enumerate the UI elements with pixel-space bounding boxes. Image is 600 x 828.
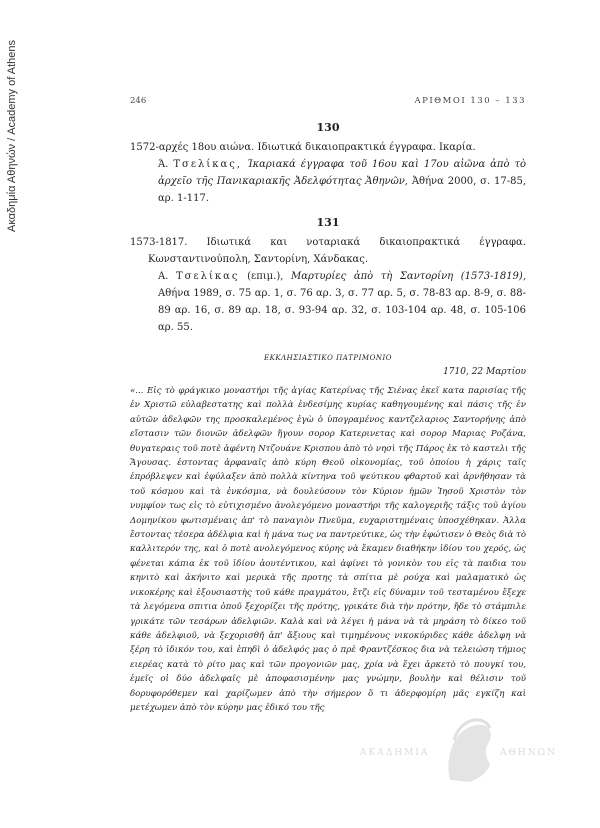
entry-number-130: 130 <box>316 121 340 134</box>
entry-130-heading: 1572-αρχές 18ου αιώνα. Ιδιωτικά δικαιοπρακτικά έγγραφα. Ικαρία. <box>130 142 476 153</box>
ref-title: Ίκαριακά έγγραφα τοῦ 16ου καὶ 17ου αἰῶνα ἀπὸ τὸ ἀρχεῖο τῆς Πανικαριακῆς Ἀδελφότητας Ἀθηνῶν, <box>158 159 526 187</box>
ref-initial: Α. <box>158 271 169 282</box>
entry-number-131: 131 <box>316 216 340 229</box>
page-number: 246 <box>130 96 147 106</box>
entry-131-heading: 1573-1817. Ιδιωτικά και νοταριακά δικαιοπρακτικά έγγραφα. Κωνσταντινούπολη, Σαντορίνη, Χάνδακας. <box>130 237 526 265</box>
ref-editor-note: (επιμ.), <box>247 271 284 282</box>
entry-130-reference <box>130 156 526 207</box>
ref-author: Τσελίκας <box>175 271 240 282</box>
watermark-left-text: ΑΚΑΔΗΜΙΑ <box>360 748 430 758</box>
side-label-text: Ακαδημία Αθηνών / Academy of Athens <box>6 40 18 233</box>
ref-title: Μαρτυρίες ἀπὸ τὴ Σαντορίνη (1573-1819), <box>291 271 527 282</box>
ref-details: Ἀθήνα 2000, σ. 17-85, αρ. 1-117. <box>158 176 526 204</box>
academy-watermark <box>360 706 560 796</box>
document-transcription <box>130 384 526 715</box>
section-label: ΕΚΚΛΗΣΙΑΣΤΙΚΟ ΠΑΤΡΙΜΟΝΙΟ <box>264 354 392 362</box>
side-label <box>2 40 22 340</box>
ref-initial: Ά. <box>158 159 169 170</box>
running-title: ΑΡΙΘΜΟΙ 130 – 133 <box>414 96 526 106</box>
athena-head-icon <box>440 710 496 786</box>
transcription-text: «... Εἰς τὸ φράγκικο μοναστήρι τῆς ἁγίας Κατερίνας τῆς Σιένας ἐκεῖ κατα παρισίας τῆς ἐν Χριστῶ εὐλαβεστατης καὶ πολλὰ ἐνδεσίμης κυρίας καθηγουμένης καὶ πάσις τῆς ἐν αὐτῶν ἀδελφῶν της προσκαλεμένος ἐγὼ ὁ ὑπογραμένος καντζελαριος Σαντορήνης ἀπὸ εἴστασιν τῶν διονῶν ἀδελφῶν ἤγουν σορορ Κατερινετας καὶ σορορ Μαριας Ροζάνα, θυγατεραις τοῦ ποτὲ ἀφέντη Ντζουάνε Κρισπου ἀπὸ τὸ νησὶ τῆς Πάρος ἐκ τὸ καστελι τῆς Ἄγουσας. ἐστοντας ἀρφαναῖς ἀπὸ κύρη Θεοῦ οἰκονομίας, τοῦ ὁποίου ἡ χάρις ταῖς ἐπρόβλεψεν καὶ ἐφύλαξεν ἀπὸ πολλὰ κίντηνα τοῦ ψεύτικου φθαρτοῦ καὶ ἀρνῆθησαν τὰ τοῦ κόσμου καὶ τὰ ἐνκόσμια, νὰ δουλεύσουν τὸν Κύριον ἡμῶν Ἰησοῦ Χριστὸν τὸν νυμφίον τως εἰς τὸ εὐτιχισμένο ἀνολεγόμενο μοναστήρι τῆς καλογεριῆς τάξις τοῦ ἁγίου Δομηνίκου φωτισμέναις ἀπ' τὸ παναγιὸν Πνεῦμα, ευχαριστημέναις ὑποσχέθηκαν. Ἀλλα ἔστοντας τέσερα ἀδέλφια καὶ ἡ μάνα τως να παντρεύτικε, ὡς τὴν ἐφώτισεν ὁ Θεὸς διὰ τὸ καλλιτερόν της, καὶ ὁ ποτὲ ανολεγόμενος κύρης νὰ ἔκαμεν διαθήκην ἰδίου του χερός, ὡς φένεται κάπια ἐκ τοῦ ἰδίου ἀουτέντικου, καὶ ἀφίνει τὸ γονικὸν του εἰς τὰ παιδια του κηνιτὸ καὶ ἀκήνιτο καὶ μερικὰ τῆς προτης τὰ σπίτια μὲ ρούχα καὶ μαλαματικὸ ὡς νικοκέρης καὶ ἐξουσιαστὴς τοῦ κάθε πραγμάτου, ἔτζι εἰς δύναμιν τοῦ τεσταμένου ἔξεχε τὰ λεγόμενα σπιτια ὁποῦ ξεχορίζει τῆς πρότης, γρικάτε διὰ τὴν πρότην, ἤδε τὸ στάμπιλε γρικάτε τῶν τεσάρων ἀδελφιῶν. Καλὰ καὶ νὰ λέγει ἡ μάνα νὰ τὰ μηράση τὸ δίκεο τοῦ κάθε ἀδελφιοῦ, νὰ ξεχορισθῆ ἀπ' ἄξιους καὶ τιμημένους νικοκύριδες κάθε ἀδελφη νὰ ξέρη τὸ ἰδικόν του, καὶ ἐπηδὶ ὁ ἀδελφός μας ὁ πρὲ Φραντζέσκος δια νὰ τελειώση τήμιος ειερέας κατὰ τὸ ρίτο μας καὶ τῶν προγονιῶν μας, χρία νὰ ἔχει ἀρκετὸ τὸ πουγκί του, ἐμεῖς οἱ δύο ἀδελφαῖς μὲ ἀποφασισμένην μας γνώμην, βουλὴν καὶ θέλισιν τοῦ δορυφορόθεμεν καὶ χαρίζωμεν ἀπὸ τὴν σήμερον ὅ τι ἀδερφομίρη μᾶς εγκίζη καὶ μετέχωμεν ἀπὸ τὸν κύρην μας ἐδικό του τῆς <box>130 386 526 713</box>
ref-author: Τσελίκας, <box>173 159 243 170</box>
ref-details: Αθήνα 1989, σ. 75 αρ. 1, σ. 76 αρ. 3, σ. 77 αρ. 5, σ. 78-83 αρ. 8-9, σ. 88-89 αρ. 16, σ. 89 αρ. 18, σ. 93-94 αρ. 32, σ. 103-104 αρ. 48, σ. 105-106 αρ. 55. <box>158 288 526 333</box>
document-date: 1710, 22 Μαρτίου <box>443 367 526 377</box>
entry-130 <box>130 139 526 207</box>
watermark-right-text: ΑΘΗΝΩΝ <box>500 748 557 758</box>
page-header <box>130 96 526 106</box>
entry-131 <box>130 234 526 336</box>
entry-131-reference <box>130 268 526 336</box>
